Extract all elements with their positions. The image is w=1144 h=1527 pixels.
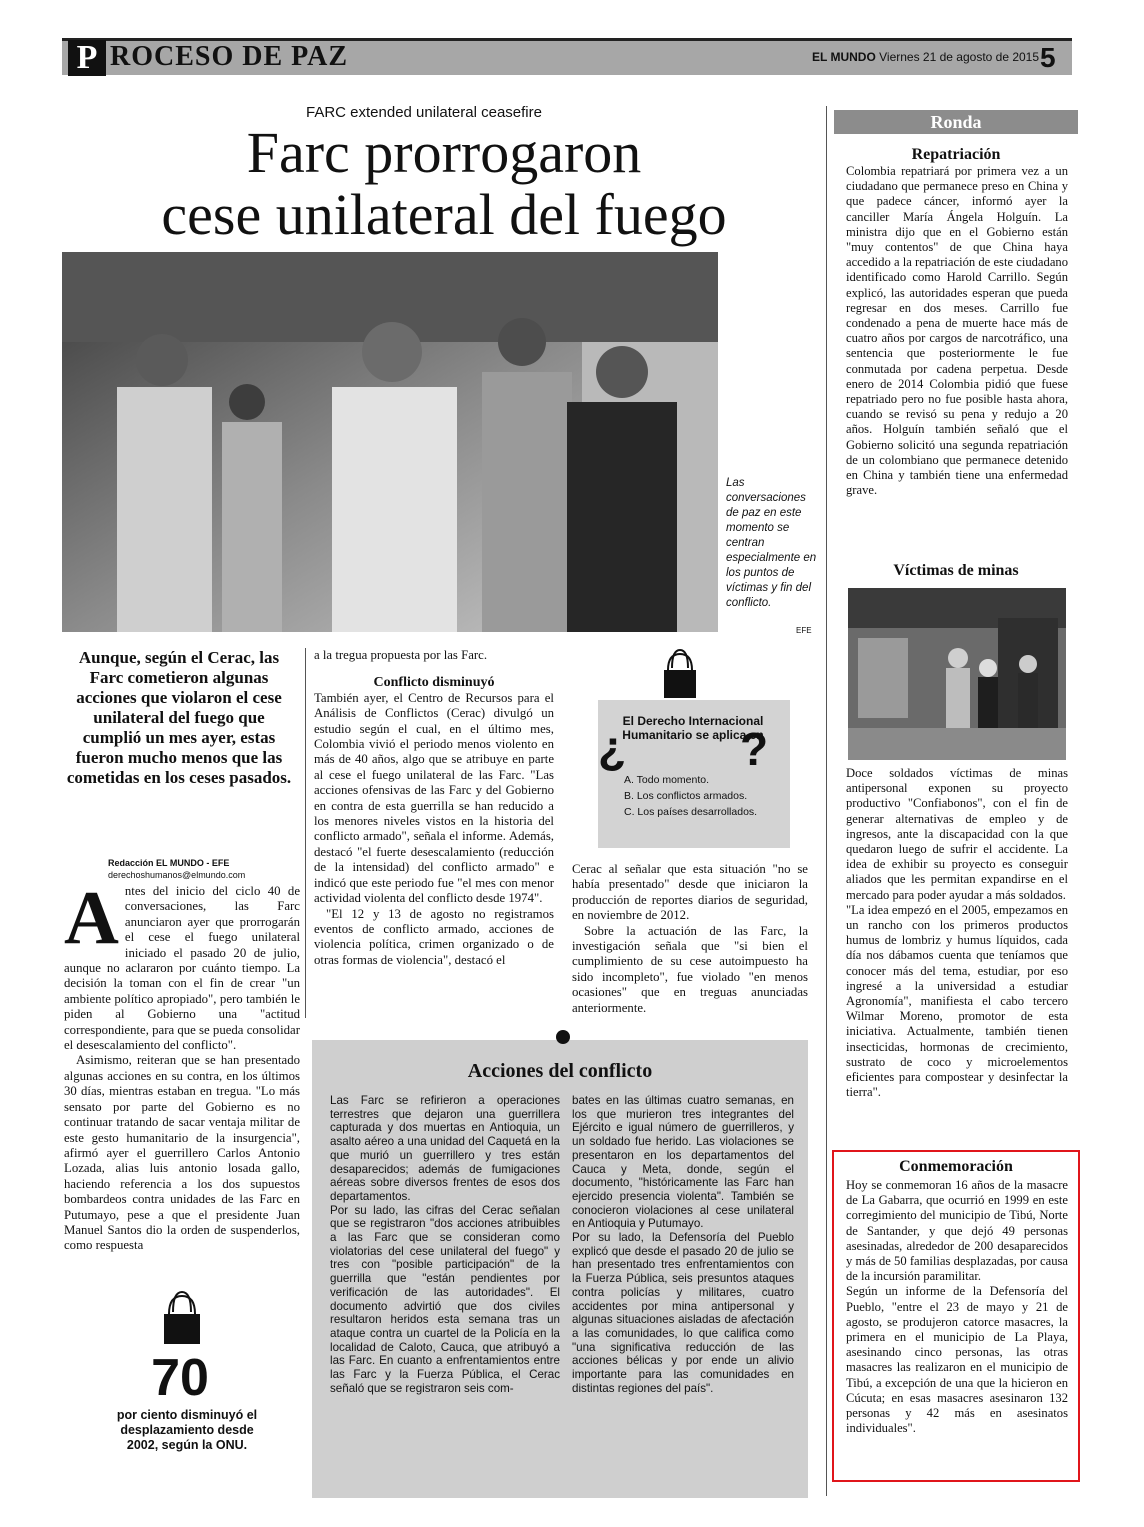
conmemoracion-title: Conmemoración: [899, 1158, 1013, 1175]
quiz-question: El Derecho Internacional Humanitario se aplica en: [622, 714, 764, 742]
page-number: 5: [1040, 42, 1056, 73]
issue-date: Viernes 21 de agosto de 2015: [879, 50, 1040, 64]
column-rule: [305, 648, 306, 1018]
quiz-option-a: A. Todo momento.: [624, 774, 710, 786]
paragraph-6: Sobre la actuación de las Farc, la investigación señala que "si bien el cumplimiento de su cese autoimpuesto ha sido incompleto", fue violado "en menos ocasiones" que en treguas anunciadas anteriormente.: [572, 923, 808, 1015]
bullet-dot-icon: [556, 1030, 570, 1044]
conmemoracion-p1: Hoy se conmemoran 16 años de la masacre de La Gabarra, que ocurrió en 1999 en este corregimiento del municipio de Tibú, Norte de Santander, y que dejó 49 personas asesinadas, alrededor de 200 desaparecidos y más de 50 familias desplazadas, por causa de la incursión paramilitar.: [846, 1178, 1068, 1284]
victimas-photo: [848, 588, 1066, 760]
section-initial: P: [68, 40, 106, 76]
question-close-mark: ?: [740, 723, 769, 775]
byline: Redacción EL MUNDO - EFE: [108, 858, 230, 868]
article-body-col2: [314, 648, 554, 968]
acciones-col2: [572, 1094, 794, 1395]
repatriacion-text: Colombia repatriará por primera vez a un ciudadano que permanece preso en China y que padece cáncer, informó ayer la canciller María Ángela Holguín. La ministra dijo que en el Gobierno están "muy contentos" de que China haya accedido a la repatriación de este ciudadano identificado como Harold Carrillo. Según explicó, las autoridades esperan que pueda regresar en dos meses. Carrillo fue condenado a pena de muerte hace más de cuatro años por cargos de narcotráfico, una sentencia que posteriormente le fue conmutada por cadena perpetua. Desde enero de 2014 Colombia pidió que fuese repatriado pero no fue posible hasta ahora, cuando se revisó su pena y redujo a 20 años. Holguín también señaló que el Gobierno solicitó una segunda repatriación de un colombiano que permanece detenido en China y también tiene una enfermedad grave.: [846, 164, 1068, 498]
photo-credit: EFE: [796, 626, 812, 635]
paper-name: EL MUNDO: [812, 50, 876, 64]
stat-number: 70: [151, 1349, 209, 1407]
acciones-col2-p2: Por su lado, la Defensoría del Pueblo explicó que desde el pasado 20 de julio se han presentado tres enfrentamientos con la Fuerza Pública, seis presuntos ataques contra policías y militares, cuatro accidentes por mina antipersonal y algunas situaciones aisladas de afectación a las comunidades, lo que califica como "una significativa reducción de las acciones bélicas y por ende un alivio importante para las comunidades en distintas regiones del país".: [572, 1231, 794, 1395]
binder-clip-icon-2: [160, 1290, 204, 1346]
victimas-p2: "La idea empezó en el 2005, empezamos en un rancho con los primeros productos humus de lombriz y humus líquidos, cada día nos dábamos cuenta que teníamos que conocer más del tema, estudiar, por eso ingresé a la universidad a estudiar Agronomía", manifiesta el cabo tercero Wilmar Moreno, promotor de esta iniciativa. Actualmente, también tienen insecticidas, hormonas de crecimiento, sustrato de coco y microelementos eficientes para compostear y desinfectar la tierra".: [846, 902, 1068, 1100]
paragraph-5: Cerac al señalar que esta situación "no se había presentado" desde que iniciaron la producción de reportes diarios de seguridad, en noviembre de 2012.: [572, 862, 808, 923]
victimas-title: Víctimas de minas: [893, 562, 1019, 579]
headline-line-2: cese unilateral del fuego: [161, 182, 727, 247]
quiz-option-b: B. Los conflictos armados.: [624, 790, 748, 802]
question-open-mark: ¿: [598, 721, 627, 773]
acciones-col1-p2: Por su lado, las cifras del Cerac señalan que se registraron "dos acciones atribuibles a las Farc que se consideran como violatorias del cese unilateral del fuego" y tres con "posible participación" de la guerrilla que "están pendientes por verificación de las autoridades". El documento advirtió que dos civiles resultaron heridos esta semana tras un ataque contra un cuartel de la Policía en la localidad de Caloto, Cauca, que atribuyó a las Farc. En cuanto a enfrentamientos entre las Farc y la Fuerza Pública, el Cerac señaló que se registraron seis com-: [330, 1203, 560, 1395]
author-email: derechoshumanos@elmundo.com: [108, 870, 246, 880]
photo-caption: Las conversaciones de paz en este momento se centran especialmente en los puntos de víctimas y fin del conflicto.: [726, 477, 817, 609]
conmemoracion-p2: Según un informe de la Defensoría del Pueblo, "entre el 23 de mayo y 21 de agosto, se produjeron catorce masacres, la primera en el municipio de La Playa, asesinando cinco personas, las otras masacres las realizaron en el municipio de Tibú, a excepción de una que la hicieron en Cúcuta; en esas masacres asesinaron 132 personas y 42 más en asesinatos individuales".: [846, 1284, 1068, 1436]
header-meta: [812, 50, 1039, 64]
kicker: FARC extended unilateral ceasefire: [306, 104, 542, 121]
victimas-p1: Doce soldados víctimas de minas antipersonal exponen su proyecto productivo "Confiabonos", con el fin de generar alternativas de empleo y de ingresos, ante la discapacidad con la que quedaron luego de sufrir el accidente. La idea de exhibir su proyecto es conseguir aliados que les permitan expandirse en el mercado para poder ayudar a más soldados.: [846, 766, 1068, 902]
sidebar-label: Ronda: [834, 110, 1078, 134]
subhead-conflicto: Conflicto disminuyó: [373, 675, 495, 691]
paragraph-3: También ayer, el Centro de Recursos para el Análisis de Conflictos (Cerac) divulgó un estudio según el cual, en el último mes, Colombia vivió el periodo menos violento en más de 40 años, algo que se atribuye en parte al cese el fuego unilateral de las Farc. "Las acciones ofensivas de las Farc y del Gobierno en contra de esta guerrilla se han reducido a los menores niveles vistos en la historia del conflicto armado", señala el informe. Además, destacó "el fuerte desescalamiento (reducción de la intensidad) del conflicto armado" e indicó que este periodo fue "el mes con menor actividad violenta del conflicto desde 1974".: [314, 690, 554, 906]
paragraph-2: Asimismo, reiteran que se han presentado algunas acciones en su contra, en los últimos 30 días, mientras estaban en tregua. "Lo más sensato por parte del Gobierno es no continuar tratando de sacar ventaja militar de este gesto humanitario de la insurgencia", afirmó ayer el guerrillero Carlos Antonio Lozada, alias luis antonio losada gallo, haciendo referencia a los dos supuestos bombardeos contra unidades de las Farc en Putumayo, pese a que el presidente Juan Manuel Santos dio la orden de suspenderlos, como respuesta: [64, 1053, 300, 1253]
acciones-col1: [330, 1094, 560, 1395]
binder-clip-icon: [660, 648, 700, 700]
article-body-col3: [572, 862, 808, 1016]
main-photo: [62, 252, 718, 632]
article-body-col1: [64, 876, 300, 1254]
sidebar-rule: [826, 106, 827, 1496]
headline: [64, 122, 824, 246]
article-deck: Aunque, según el Cerac, las Farc cometieron algunas acciones que violaron el cese unilateral del fuego que cumplió un mes ayer, estas fueron mucho menos que las cometidas en los ceses pasados.: [66, 648, 292, 787]
conmemoracion-text: [846, 1178, 1068, 1436]
paragraph-1: ntes del inicio del ciclo 40 de conversaciones, las Farc anunciaron ayer que prorrogarán el cese el fuego unilateral iniciado el pasado 20 de julio, aunque no aclararon por cuánto tiempo. La decisión la toman con el fin de crear "un ambiente político apropiado", pero también le piden al Gobierno una "actitud correspondiente, para que se pueda consolidar el desescalamiento del conflicto".: [64, 884, 300, 1053]
quiz-option-c: C. Los países desarrollados.: [624, 806, 758, 818]
col2-lead: a la tregua propuesta por las Farc.: [314, 648, 488, 662]
acciones-title: Acciones del conflicto: [467, 1060, 653, 1082]
repatriacion-title: Repatriación: [911, 146, 1001, 163]
acciones-col2-p1: bates en las últimas cuatro semanas, en los que murieron tres integrantes del Ejército e igual número de guerrilleros, y un soldado fue herido. Las violaciones se presentaron en los departamentos del Cauca y Meta, donde, según el documento, "históricamente las Farc han ejercido presencia violenta". También se conocieron violaciones al cese unilateral en Antioquia y Putumayo.: [572, 1094, 794, 1231]
headline-line-1: Farc prorrogaron: [246, 120, 642, 185]
stat-text: por ciento disminuyó el desplazamiento desde 2002, según la ONU.: [116, 1408, 258, 1452]
paragraph-4: "El 12 y 13 de agosto no registramos eventos de conflicto armado, acciones de violencia política, crimen organizado o de otras formas de violencia", destacó el: [314, 906, 554, 967]
acciones-col1-p1: Las Farc se refirieron a operaciones terrestres que dejaron una guerrillera capturada y dos muertas en Antioquia, un asalto aéreo a una unidad del Caquetá en la que murió un guerrillero y tres están desaparecidos; además de fumigaciones aéreas sobre diversos frentes de esos dos departamentos.: [330, 1094, 560, 1203]
victimas-text: [846, 766, 1068, 1100]
dropcap: A: [64, 876, 119, 960]
section-title: ROCESO DE PAZ: [110, 41, 349, 72]
